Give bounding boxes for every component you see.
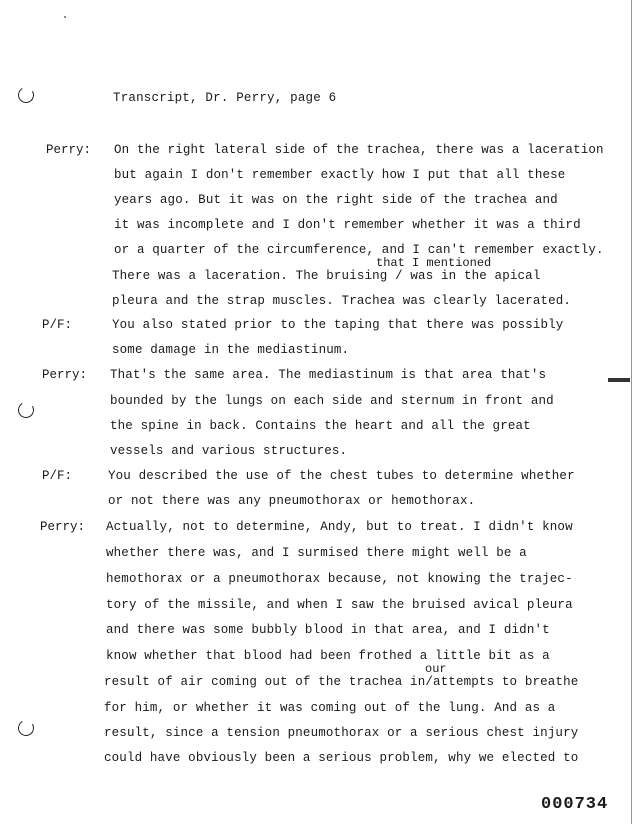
binder-hole-top bbox=[16, 85, 36, 105]
page-edge-line bbox=[631, 0, 632, 824]
transcript-line: result, since a tension pneumothorax or a serious chest injury bbox=[104, 726, 579, 740]
speaker-label: P/F: bbox=[42, 318, 73, 332]
transcript-line: On the right lateral side of the trachea, there was a laceration bbox=[114, 143, 604, 157]
speaker-label: P/F: bbox=[42, 469, 73, 483]
transcript-line: know whether that blood had been frothed a little bit as a bbox=[106, 649, 550, 663]
transcript-line: whether there was, and I surmised there might well be a bbox=[106, 546, 527, 560]
transcript-line: You also stated prior to the taping that there was possibly bbox=[112, 318, 564, 332]
binder-hole-middle bbox=[16, 400, 36, 420]
speaker-label: Perry: bbox=[42, 368, 88, 382]
transcript-line: result of air coming out of the trachea in/attempts to breathe bbox=[104, 675, 579, 689]
transcript-line: pleura and the strap muscles. Trachea was clearly lacerated. bbox=[112, 294, 572, 308]
scan-speck bbox=[64, 16, 66, 18]
transcript-line: it was incomplete and I don't remember whether it was a third bbox=[114, 218, 581, 232]
transcript-line: You described the use of the chest tubes to determine whether bbox=[108, 469, 575, 483]
binder-clip-mark bbox=[608, 378, 630, 382]
transcript-line: could have obviously been a serious problem, why we elected to bbox=[104, 751, 579, 765]
transcript-line: or a quarter of the circumference, and I can't remember exactly. bbox=[114, 243, 604, 257]
transcript-line: the spine in back. Contains the heart and all the great bbox=[110, 419, 531, 433]
transcript-line: or not there was any pneumothorax or hemothorax. bbox=[108, 494, 476, 508]
transcript-line: for him, or whether it was coming out of the lung. And as a bbox=[104, 701, 556, 715]
transcript-line: bounded by the lungs on each side and sternum in front and bbox=[110, 394, 554, 408]
transcript-line: hemothorax or a pneumothorax because, not knowing the trajec- bbox=[106, 572, 573, 586]
transcript-line: some damage in the mediastinum. bbox=[112, 343, 350, 357]
transcript-line: Actually, not to determine, Andy, but to treat. I didn't know bbox=[106, 520, 573, 534]
speaker-label: Perry: bbox=[40, 520, 86, 534]
transcript-line: and there was some bubbly blood in that area, and I didn't bbox=[106, 623, 550, 637]
speaker-label: Perry: bbox=[46, 143, 92, 157]
transcript-line: but again I don't remember exactly how I put that all these bbox=[114, 168, 566, 182]
transcript-line: tory of the missile, and when I saw the bruised avical pleura bbox=[106, 598, 573, 612]
transcript-line: There was a laceration. The bruising / was in the apical bbox=[112, 269, 541, 283]
transcript-line: vessels and various structures. bbox=[110, 444, 348, 458]
transcript-line: That's the same area. The mediastinum is that area that's bbox=[110, 368, 547, 382]
handwritten-insertion: that I mentioned bbox=[376, 256, 492, 270]
transcript-header: Transcript, Dr. Perry, page 6 bbox=[113, 91, 337, 105]
handwritten-insertion: our bbox=[425, 662, 447, 676]
binder-hole-bottom bbox=[16, 718, 36, 738]
transcript-line: years ago. But it was on the right side of the trachea and bbox=[114, 193, 558, 207]
bates-number: 000734 bbox=[541, 795, 609, 814]
